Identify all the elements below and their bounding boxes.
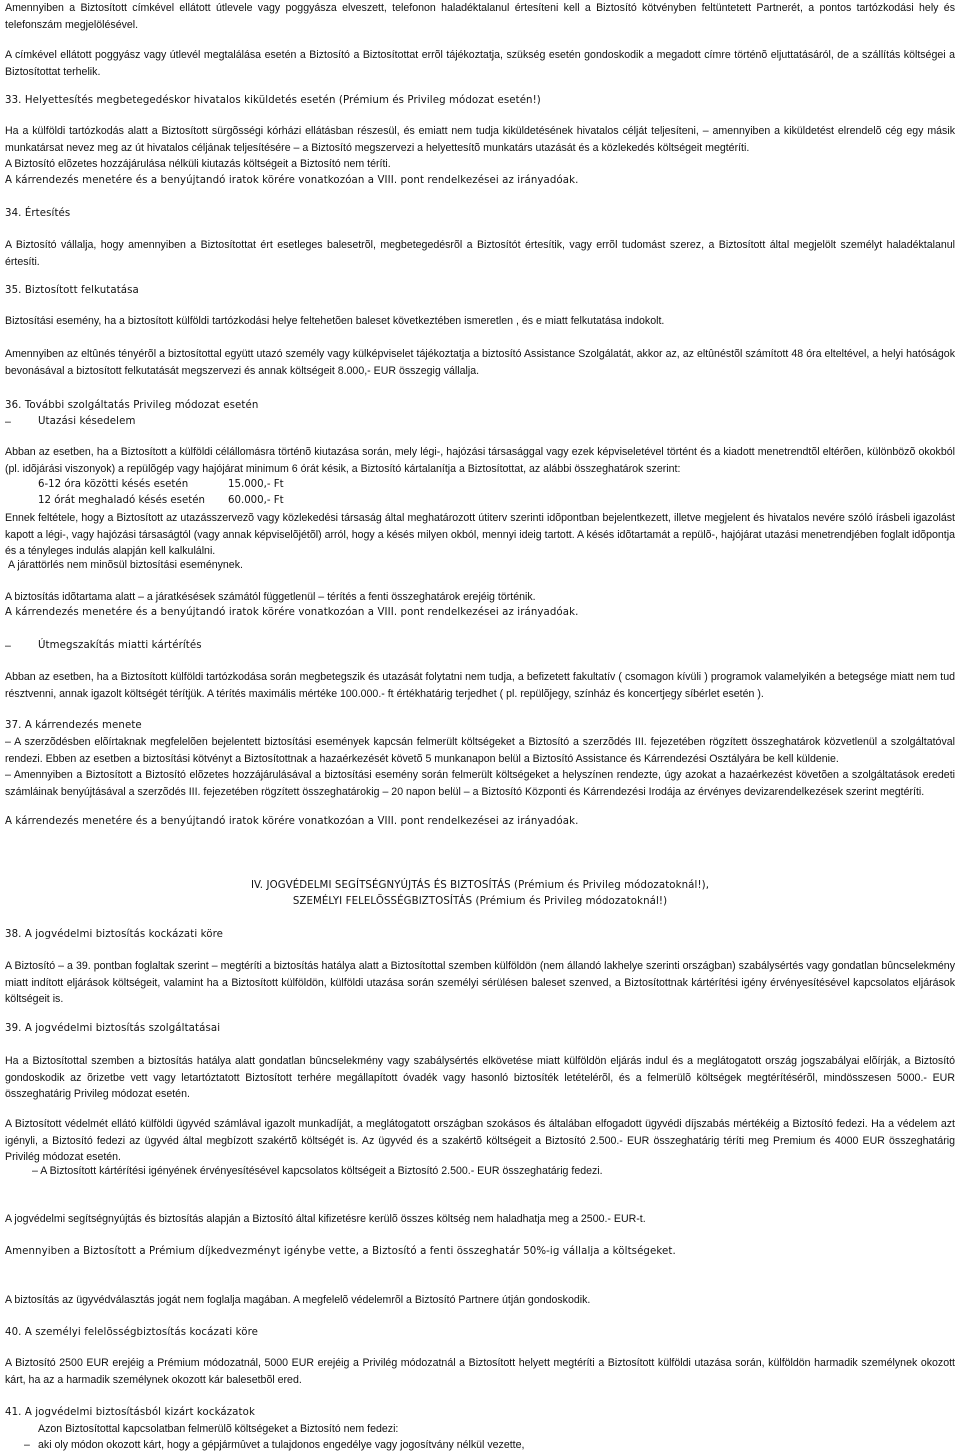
paragraph-33-c: A kárrendezés menetére és a benyújtandó iratok körére vonatkozóan a VIII. pont rendelkezései az irányadóak. <box>5 175 579 186</box>
paragraph-38: A Biztosító – a 39. pontban foglaltak szerint – megtéríti a biztosítás hatálya alatt a Biztosítottal szemben külföldön (nem állandó lakhelye szerinti országban) szabálysértés vagy gondatlan bûncselekmény miatt indított eljárások költségeit, valamint ha a Biztosított külföldön, külföldi utazása során személyi sérülésen baleset szenved, a Biztosítottnak kártérítési igény érvényesítésével kapcsolatos eljárások költségeit is. <box>5 960 955 1006</box>
paragraph-41-a: Azon Biztosítottal kapcsolatban felmerülõ költségeket a Biztosító nem fedezi: <box>38 1423 399 1435</box>
paragraph-39-f: A biztosítás az ügyvédválasztás jogát nem foglalja magában. A megfelelõ védelemrõl a Biztosító Partnere útján gondoskodik. <box>5 1294 591 1306</box>
paragraph-41-b: aki oly módon okozott kárt, hogy a gépjármûvet a tulajdonos engedélye vagy jogosítvány nélkül vezette, <box>38 1439 525 1451</box>
heading-37: 37. A kárrendezés menete <box>5 720 142 731</box>
heading-36-travel-delay: Utazási késedelem <box>38 416 136 427</box>
heading-35: 35. Biztosított felkutatása <box>5 285 139 296</box>
paragraph-39-e: Amennyiben a Biztosított a Prémium díjkedvezményt igénybe vette, a Biztosító a fenti összeghatár 50%-ig vállalja a költségeket. <box>5 1246 676 1257</box>
paragraph-36-e: A kárrendezés menetére és a benyújtandó iratok körére vonatkozóan a VIII. pont rendelkezései az irányadóak. <box>5 607 579 618</box>
chapter-heading-line-1: IV. JOGVÉDELMI SEGÍTSÉGNYÚJTÁS ÉS BIZTOSÍTÁS (Prémium és Privileg módozatoknál!), <box>250 880 710 891</box>
paragraph-37-b: – Amennyiben a Biztosított a Biztosító elõzetes hozzájárulásával a biztosítási esemény során felmerült költségeket a helyszínen rendezte, úgy azokat a hazaérkezést követõen a szolgáltatások eredeti számláinak benyújtásával a szerzõdés III. fejezetében rögzített összeghatárokig – 20 napon belül – a Biztosító Központi és Kárrendezési Irodája az érvényes devizarendelkezések szerint megtéríti. <box>5 769 955 798</box>
amount-label-1: 6-12 óra közötti késés esetén <box>38 479 189 490</box>
heading-36-trip-interruption: Útmegszakítás miatti kártérítés <box>38 640 202 651</box>
heading-39: 39. A jogvédelmi biztosítás szolgáltatásai <box>5 1023 221 1034</box>
amount-value-1: 15.000,- Ft <box>228 479 284 490</box>
heading-33: 33. Helyettesítés megbetegedéskor hivatalos kiküldetés esetén (Prémium és Privileg módozat esetén!) <box>5 95 541 106</box>
paragraph-37-c: A kárrendezés menetére és a benyújtandó iratok körére vonatkozóan a VIII. pont rendelkezései az irányadóak. <box>5 816 579 827</box>
paragraph-35-a: Biztosítási esemény, ha a biztosított külföldi tartózkodási helye feltehetõen baleset következtében ismeretlen , és e miatt felkutatása indokolt. <box>5 315 665 327</box>
amount-label-2: 12 órát meghaladó késés esetén <box>38 495 205 506</box>
paragraph-36-d: A biztosítás idõtartama alatt – a járatkésések számától függetlenül – térítés a fenti összeghatárok erejéig történik. <box>5 591 536 603</box>
paragraph-36-c: A járattörlés nem minõsül biztosítási eseménynek. <box>8 559 243 571</box>
dash-marker: – <box>5 416 11 428</box>
chapter-heading-line-2: SZEMÉLYI FELELÕSSÉGBIZTOSÍTÁS (Prémium és Privileg módozatoknál!) <box>292 896 668 907</box>
dash-marker: – <box>5 640 11 652</box>
paragraph-36-a: Abban az esetben, ha a Biztosított a külföldi célállomásra történõ kiutazása során, mely légi-, hajózási társasággal vagy ezek képviseletével történt és a kiadott menetrendtõl eltérõen, különbözõ okokból (pl. idõjárási viszonyok) a repülõgép vagy hajójárat minimum 6 órát késik, a Biztosító kártalanítja a Biztosítottat, az alábbi összeghatárok szerint: <box>5 446 955 475</box>
paragraph-39-b: A Biztosított védelmét ellátó külföldi ügyvéd számlával igazolt munkadíját, a meglátogatott országban szokásos és általában elfogadott ügyvédi díjszabás mértékéig a Biztosító fedezi. Ha a védelem azt igényli, a Biztosító fedezi az ügyvéd által megbízott szakértõ költségét is. Az ügyvéd és a szakértõ költségeit a Biztosító 2.500.- EUR összeghatárig téríti meg Premium és 4000 EUR összeghatárig Privilég módozat esetén. <box>5 1118 955 1164</box>
paragraph-33-a: Ha a külföldi tartózkodás alatt a Biztosított sürgõsségi kórházi ellátásban részesül, és emiatt nem tudja kiküldetésének hivatalos célját teljesíteni, – amennyiben a kiküldetést elrendelõ cég egy másik munkatársat nevez meg az út hivatalos céljának teljesítésére – a Biztosító megszervezi a helyettesítõ munkatárs utazását és a közlekedés költségeit megtéríti. <box>5 125 955 154</box>
heading-36: 36. További szolgáltatás Privileg módozat esetén <box>5 400 259 411</box>
paragraph-intro-1: Amennyiben a Biztosított címkével ellátott útlevele vagy poggyásza elveszett, telefonon haladéktalanul értesíteni kell a Biztosító kötvényben feltüntetett Partnerét, a pontos tartózkodási hely és telefonszám megjelölésével. <box>5 2 955 31</box>
heading-41: 41. A jogvédelmi biztosításból kizárt kockázatok <box>5 1407 255 1418</box>
paragraph-39-c: – A Biztosított kártérítési igényének érvényesítésével kapcsolatos költségeit a Biztosító 2.500.- EUR összeghatárig fedezi. <box>32 1165 603 1177</box>
paragraph-33-b: A Biztosító elõzetes hozzájárulása nélküli kiutazás költségeit a Biztosító nem téríti. <box>5 158 391 170</box>
paragraph-40: A Biztosító 2500 EUR erejéig a Prémium módozatnál, 5000 EUR erejéig a Privilég módozatnál a Biztosított helyett megtéríti a Biztosított külföldi utazása során, külföldön harmadik személynek okozott kárt, ha az a harmadik személynek okozott kár balesetbõl ered. <box>5 1357 955 1386</box>
paragraph-37-a: – A szerzõdésben elõírtaknak megfelelõen bejelentett biztosítási események kapcsán felmerült költségeket a Biztosító a szerzõdés III. fejezetében rögzített összeghatárok közvetlenül a szolgáltatóval rendezi. Ebben az esetben a biztosítási kötvényt a Biztosítottnak a hazaérkezését követõ 5 munkanapon belül a Biztosító Assistance és Kárrendezési Osztályára be kell küldenie. <box>5 736 955 765</box>
heading-34: 34. Értesítés <box>5 208 71 219</box>
paragraph-39-d: A jogvédelmi segítségnyújtás és biztosítás alapján a Biztosító által kifizetésre kerülõ összes költség nem haladhatja meg a 2500.- EUR-t. <box>5 1213 646 1225</box>
dash-marker: – <box>24 1439 30 1451</box>
paragraph-34: A Biztosító vállalja, hogy amennyiben a Biztosítottat ért esetleges balesetrõl, megbetegedésrõl a Biztosítót értesítik, vagy errõl tudomást szerez, a Biztosított által megjelölt személyt haladéktalanul értesíti. <box>5 239 955 268</box>
heading-38: 38. A jogvédelmi biztosítás kockázati köre <box>5 929 224 940</box>
paragraph-36-b: Ennek feltétele, hogy a Biztosított az utazásszervezõ vagy közlekedési társaság által meghatározott útiterv szerinti idõpontban bejelentkezett, illetve megjelent és hivatalos nevére szóló írásbeli igazolást kapott a légi-, vagy hajózási társaságtól (vagy annak képviselõjétõl) arról, hogy a késés milyen okból, mennyi ideig tartott. A késés idõtartamát a repülõ-, hajójárat utazási menetrendjében foglalt idõpontja és a tényleges indulás alapján kell kalkulálni. <box>5 512 955 558</box>
paragraph-intro-2: A címkével ellátott poggyász vagy útlevél megtalálása esetén a Biztosító a Biztosítottat errõl tájékoztatja, szükség esetén gondoskodik a megadott címre történõ eljuttatásáról, de a szállítás költségei a Biztosítottat terhelik. <box>5 49 955 78</box>
heading-40: 40. A személyi felelõsségbiztosítás kocázati köre <box>5 1327 259 1338</box>
paragraph-35-b: Amennyiben az eltûnés tényérõl a biztosítottal együtt utazó személy vagy külképviselet tájékoztatja a biztosító Assistance Szolgálatát, akkor az, az eltûnéstõl számított 48 óra elteltével, a helyi hatóságok bevonásával a biztosított felkutatását megszervezi és annak költségeit 8.000,- EUR összegig vállalja. <box>5 348 955 377</box>
amount-value-2: 60.000,- Ft <box>228 495 284 506</box>
paragraph-39-a: Ha a Biztosítottal szemben a biztosítás hatálya alatt gondatlan bûncselekmény vagy szabálysértés elkövetése miatt külföldön eljárás indul és a meglátogatott ország jogszabályai elõírják, a Biztosító gondoskodik az õrizetbe vett vagy letartóztatott Biztosított terhére megállapított óvadék vagy hasonló biztosíték letételérõl, és a felmerülõ költségek megtérítésérõl, mindösszesen 5000.- EUR összeghatárig Privileg módozat esetén. <box>5 1055 955 1101</box>
paragraph-36-f: Abban az esetben, ha a Biztosított külföldi tartózkodása során megbetegszik és utazását folytatni nem tudja, a befizetett fakultatív ( csomagon kívüli ) programok valamelyikén a betegsége miatt nem tud résztvenni, annak igazolt költségét térítjük. A térítés maximális mértéke 100.000.- ft értékhatárig terjedhet ( pl. repülõjegy, színház és koncertjegy síbérlet esetén ). <box>5 671 955 700</box>
